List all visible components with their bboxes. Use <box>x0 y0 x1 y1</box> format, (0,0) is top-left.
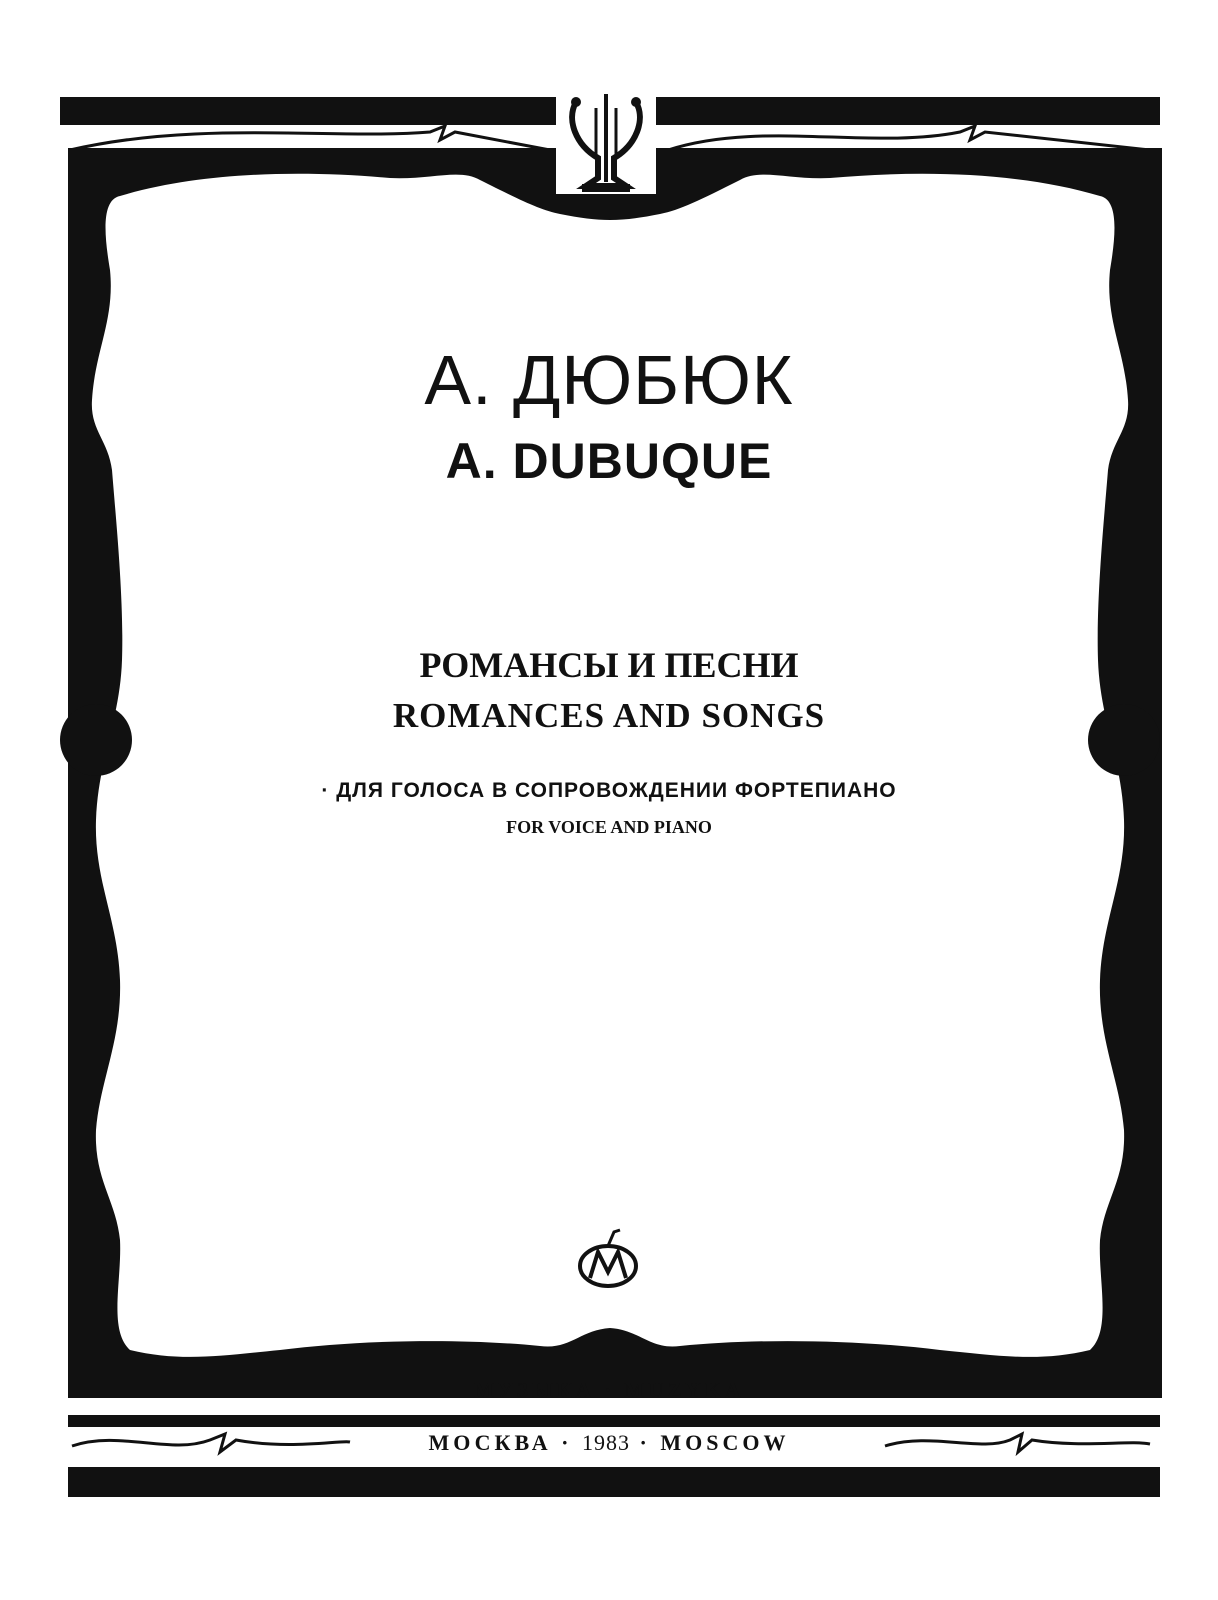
publication-line <box>0 1430 1218 1456</box>
subtitle-lat: FOR VOICE AND PIANO <box>506 817 712 837</box>
bottom-bar-upper <box>68 1415 1160 1427</box>
separator-1: · <box>561 1430 573 1455</box>
top-flourish-left <box>70 126 550 150</box>
lyre-icon <box>556 90 656 194</box>
frame-border <box>68 148 1162 1398</box>
separator-2: · <box>639 1430 651 1455</box>
top-flourish-right <box>668 126 1150 150</box>
bottom-bar-lower <box>68 1467 1160 1497</box>
subtitle-ru: · ДЛЯ ГОЛОСА В СОПРОВОЖДЕНИИ ФОРТЕПИАНО <box>321 779 897 802</box>
title-lat: ROMANCES AND SONGS <box>392 696 826 735</box>
publication-year: 1983 <box>582 1430 631 1455</box>
city-ru: МОСКВА <box>428 1430 552 1455</box>
author-name-lat: A. DUBUQUE <box>445 433 773 489</box>
publisher-name: МУЗЫКА · MUZYKA <box>473 1378 745 1402</box>
city-lat: MOSCOW <box>660 1430 790 1455</box>
muzyka-logo-icon <box>574 1228 648 1290</box>
title-ru: РОМАНСЫ И ПЕСНИ <box>419 645 799 685</box>
author-name-ru: А. ДЮБЮК <box>424 341 794 419</box>
